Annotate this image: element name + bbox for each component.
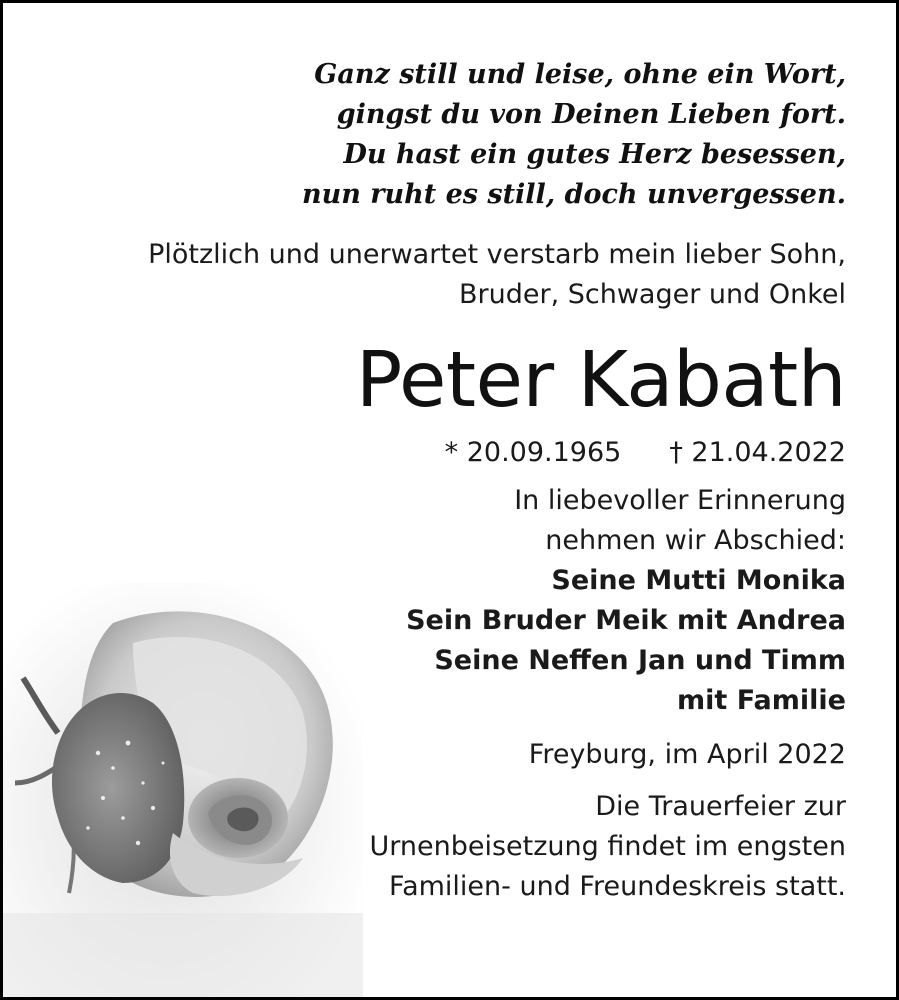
death-announcement — [43, 235, 846, 315]
farewell-line: In liebevoller Erinnerung — [514, 485, 846, 516]
notice-text — [43, 55, 846, 907]
mourner-entry: mit Familie — [677, 685, 846, 716]
announcement-line: Plötzlich und unerwartet verstarb mein lieber Sohn, — [148, 239, 846, 270]
mourner-entry: Sein Bruder Meik mit Andrea — [406, 605, 846, 636]
mourner-entry: Seine Neffen Jan und Timm — [434, 645, 846, 676]
life-dates — [43, 433, 846, 473]
poem-line: nun ruht es still, doch unvergessen. — [301, 179, 846, 210]
funeral-line: Die Trauerfeier zur — [595, 791, 846, 822]
mourner-entry: Seine Mutti Monika — [551, 565, 846, 596]
birth-date: * 20.09.1965 — [444, 437, 622, 468]
announcement-line: Bruder, Schwager und Onkel — [458, 279, 846, 310]
poem-line: Ganz still und leise, ohne ein Wort, — [314, 59, 846, 90]
poem-line: Du hast ein gutes Herz besessen, — [343, 139, 846, 170]
farewell-text — [43, 481, 846, 561]
poem-line: gingst du von Deinen Lieben fort. — [336, 99, 846, 130]
memorial-poem — [43, 55, 846, 215]
deceased-name: Peter Kabath — [355, 336, 846, 425]
death-date: † 21.04.2022 — [669, 437, 846, 468]
funeral-line: Familien- und Freundeskreis statt. — [389, 871, 846, 902]
funeral-info — [43, 787, 846, 907]
farewell-line: nehmen wir Abschied: — [545, 525, 846, 556]
funeral-line: Urnenbeisetzung findet im engsten — [369, 831, 846, 862]
mourners-list — [43, 561, 846, 721]
place-date: Freyburg, im April 2022 — [528, 739, 846, 770]
